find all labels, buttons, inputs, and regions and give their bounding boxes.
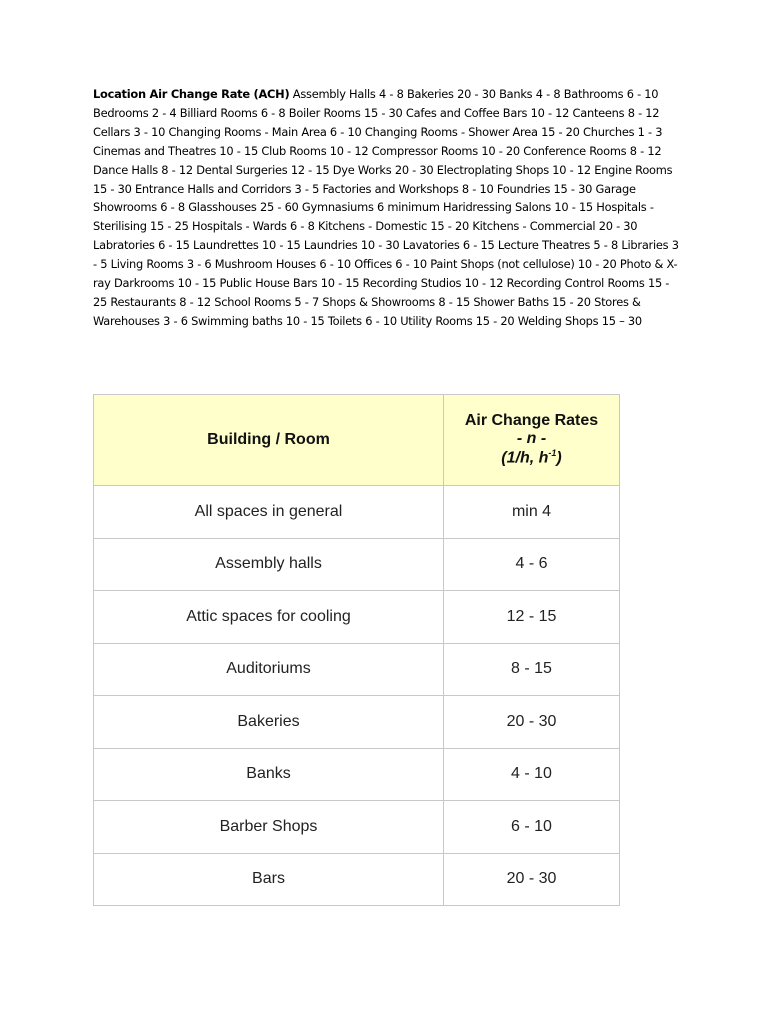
rate-cell: 4 - 6 bbox=[444, 538, 620, 591]
unit-pre: (1/h, h bbox=[501, 449, 549, 467]
table-row bbox=[94, 538, 620, 591]
paragraph-lead: Location Air Change Rate (ACH) bbox=[93, 87, 290, 101]
rate-cell: 6 - 10 bbox=[444, 801, 620, 854]
room-cell: Bakeries bbox=[94, 696, 444, 749]
header-rate-unit bbox=[444, 448, 619, 467]
room-cell: Barber Shops bbox=[94, 801, 444, 854]
ach-paragraph bbox=[93, 85, 683, 331]
table-row bbox=[94, 801, 620, 854]
room-cell: Attic spaces for cooling bbox=[94, 591, 444, 644]
rate-cell: 20 - 30 bbox=[444, 853, 620, 906]
air-change-table bbox=[93, 394, 620, 906]
rate-cell: 12 - 15 bbox=[444, 591, 620, 644]
room-cell: Banks bbox=[94, 748, 444, 801]
table-row bbox=[94, 486, 620, 539]
table-row bbox=[94, 853, 620, 906]
room-cell: All spaces in general bbox=[94, 486, 444, 539]
header-air-change-rates bbox=[444, 395, 620, 486]
header-rate-symbol: - n - bbox=[516, 430, 547, 448]
room-cell: Assembly halls bbox=[94, 538, 444, 591]
rate-cell: 20 - 30 bbox=[444, 696, 620, 749]
table-row bbox=[94, 643, 620, 696]
rate-cell: 4 - 10 bbox=[444, 748, 620, 801]
rate-cell: 8 - 15 bbox=[444, 643, 620, 696]
table-row bbox=[94, 696, 620, 749]
unit-sup: -1 bbox=[548, 448, 557, 459]
table-header-row bbox=[94, 395, 620, 486]
unit-post: ) bbox=[556, 449, 562, 467]
header-rate-title: Air Change Rates bbox=[464, 412, 599, 430]
rate-cell: min 4 bbox=[444, 486, 620, 539]
paragraph-body: Assembly Halls 4 - 8 Bakeries 20 - 30 Banks 4 - 8 Bathrooms 6 - 10 Bedrooms 2 - 4 Billiard Rooms 6 - 8 Boiler Rooms 15 - 30 Cafes and Coffee Bars 10 - 12 Canteens 8 - 12 Cellars 3 - 10 Changing Rooms - Main Area 6 - 10 Changing Rooms - Shower Area 15 - 20 Churches 1 - 3 Cinemas and Theatres 10 - 15 Club Rooms 10 - 12 Compressor Rooms 10 - 20 Conference Rooms 8 - 12 Dance Halls 8 - 12 Dental Surgeries 12 - 15 Dye Works 20 - 30 Electroplating Shops 10 - 12 Engine Rooms 15 - 30 Entrance Halls and Corridors 3 - 5 Factories and Workshops 8 - 10 Foundries 15 - 30 Garage Showrooms 6 - 8 Glasshouses 25 - 60 Gymnasiums 6 minimum Haridressing Salons 10 - 15 Hospitals - Sterilising 15 - 25 Hospitals - Wards 6 - 8 Kitchens - Domestic 15 - 20 Kitchens - Commercial 20 - 30 Labratories 6 - 15 Laundrettes 10 - 15 Laundries 10 - 30 Lavatories 6 - 15 Lecture Theatres 5 - 8 Libraries 3 - 5 Living Rooms 3 - 6 Mushroom Houses 6 - 10 Offices 6 - 10 Paint Shops (not cellulose) 10 - 20 Photo & X-ray Darkrooms 10 - 15 Public House Bars 10 - 15 Recording Studios 10 - 12 Recording Control Rooms 15 - 25 Restaurants 8 - 12 School Rooms 5 - 7 Shops & Showrooms 8 - 15 Shower Baths 15 - 20 Stores & Warehouses 3 - 6 Swimming baths 10 - 15 Toilets 6 - 10 Utility Rooms 15 - 20 Welding Shops 15 – 30 bbox=[93, 87, 679, 328]
room-cell: Bars bbox=[94, 853, 444, 906]
table-row bbox=[94, 591, 620, 644]
room-cell: Auditoriums bbox=[94, 643, 444, 696]
header-building-room: Building / Room bbox=[94, 395, 444, 486]
table-row bbox=[94, 748, 620, 801]
